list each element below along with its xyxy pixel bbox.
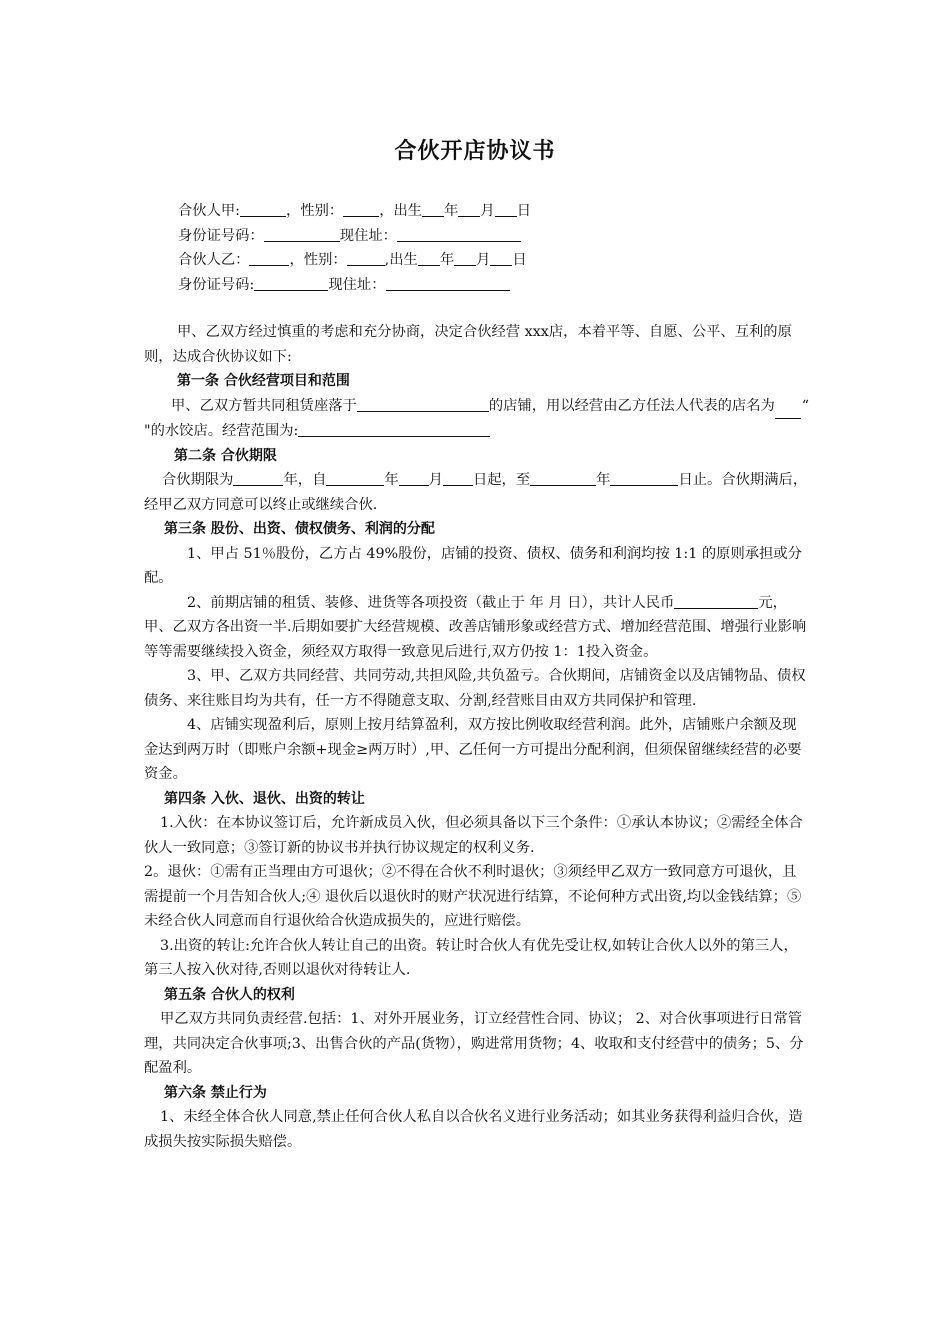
shop-location-blank[interactable] xyxy=(357,395,489,412)
document-title: 合伙开店协议书 xyxy=(394,139,556,164)
article-6-heading: 第六条 禁止行为 xyxy=(164,1084,267,1101)
business-scope-blank[interactable] xyxy=(298,420,490,437)
article-2-paragraph: 合伙期限为 年，自 年 月 日起，至 年 日止。合伙期满后，经甲乙双方同意可以终止或继续合伙. xyxy=(144,468,808,517)
total-investment-blank-a[interactable] xyxy=(674,592,708,609)
party-b-id-line: 身份证号码: 现住址： xyxy=(144,273,808,298)
article-5-paragraph: 甲乙双方共同负责经营.包括：1、对外开展业务，订立经营性合同、协议； 2、对合伙事项进行日常管理，共同决定合伙事项;3、出售合伙的产品(货物），购进常用货物；4、收取和支付经营中的债务；5、分配盈利。 xyxy=(144,1011,804,1076)
article-1-paragraph: 甲、乙双方暂共同租赁座落于 的店铺，用以经营由乙方任法人代表的店名为 “"的水饺店。经营范围为: xyxy=(144,394,808,444)
party-b-birth-month-blank[interactable] xyxy=(454,249,476,266)
party-a-line: 合伙人甲: ，性别： ，出生 年 月 日 xyxy=(144,199,808,224)
party-b-id-blank[interactable] xyxy=(254,274,328,291)
shop-name-blank[interactable]: “ xyxy=(775,394,801,420)
party-b-gender-blank[interactable] xyxy=(347,249,385,266)
party-b-birth-year-blank[interactable] xyxy=(418,249,440,266)
party-a-birth-year-blank[interactable] xyxy=(422,200,444,217)
article-1-heading: 第一条 合伙经营项目和范围 xyxy=(177,373,350,389)
party-b-address-blank[interactable] xyxy=(386,274,510,291)
party-a-name-blank[interactable] xyxy=(240,200,286,217)
end-month-blank[interactable] xyxy=(610,469,678,486)
article-3-item-4: 4、店铺实现盈利后，原则上按月结算盈利，双方按比例收取经营利润。此外，店铺账户余额及现金达到两万时（即账户余额+现金≥两万时）,甲、乙任何一方可提出分配利润，但须保留继续经营的必要资金。 xyxy=(144,717,802,782)
article-4-item-2: 2。退伙：①需有正当理由方可退伙；②不得在合伙不利时退伙；③须经甲乙双方一致同意方可退伙，且需提前一个月告知合伙人;④ 退伙后以退伙时的财产状况进行结算，不论何种方式出资,均以金钱结算；⑤未经合伙人同意而自行退伙给合伙造成损失的，应进行赔偿。 xyxy=(144,864,802,929)
article-3-item-3: 3、甲、乙双方共同经营、共同劳动,共担风险,共负盈亏。合伙期间，店铺资金以及店铺物品、债权债务、来往账目均为共有，任一方不得随意支取、分割,经营账目由双方共同保护和管理. xyxy=(144,668,806,709)
article-4-item-3: 3.出资的转让:允许合伙人转让自己的出资。转让时合伙人有优先受让权,如转让合伙人以外的第三人，第三人按入伙对待,否则以退伙对待转让人. xyxy=(144,937,798,978)
end-year-blank[interactable] xyxy=(530,469,596,486)
party-b-name-blank[interactable] xyxy=(249,249,289,266)
party-a-birth-day-blank[interactable] xyxy=(495,200,517,217)
article-4-item-1: 1.入伙：在本协议签订后，允许新成员入伙，但必须具备以下三个条件：①承认本协议；②需经全体合伙人一致同意；③签订新的协议书并执行协议规定的权利义务. xyxy=(144,815,803,856)
start-year-blank[interactable] xyxy=(326,469,384,486)
article-3-heading: 第三条 股份、出资、债权债务、利润的分配 xyxy=(164,521,435,537)
article-4-heading: 第四条 入伙、退伙、出资的转让 xyxy=(164,790,365,807)
start-day-blank[interactable] xyxy=(443,469,473,486)
party-a-id-line: 身份证号码： 现住址： xyxy=(144,224,808,249)
article-2-heading: 第二条 合伙期限 xyxy=(174,447,277,464)
party-b-line: 合伙人乙： ，性别： ,出生 年 月 日 xyxy=(144,248,808,273)
article-6-item-1: 1、未经全体合伙人同意,禁止任何合伙人私自以合伙名义进行业务活动；如其业务获得利益归合伙，造成损失按实际损失赔偿。 xyxy=(144,1109,803,1150)
party-a-birth-month-blank[interactable] xyxy=(458,200,480,217)
party-a-gender-blank[interactable] xyxy=(343,200,379,217)
total-investment-blank-b[interactable] xyxy=(708,592,758,609)
intro-paragraph: 甲、乙双方经过慎重的考虑和充分协商，决定合伙经营 xxx店，本着平等、自愿、公平、互利的原则，达成合伙协议如下: xyxy=(144,324,792,365)
start-month-blank[interactable] xyxy=(399,469,429,486)
article-5-heading: 第五条 合伙人的权利 xyxy=(164,986,295,1003)
party-a-id-blank[interactable] xyxy=(264,225,340,242)
party-info-fields xyxy=(144,199,808,297)
article-3-item-1: 1、甲占 51％股份，乙方占 49%股份，店铺的投资、债权、债务和利润均按 1:1 的原则承担或分配。 xyxy=(144,545,802,586)
agreement-body xyxy=(144,320,808,1154)
article-3-item-2: 2、前期店铺的租赁、装修、进货等各项投资（截止于 年 月 日），共计人民币 元，甲、乙双方各出资一半.后期如要扩大经营规模、改善店铺形象或经营方式、增加经营范围、增强行业影响等等需要继续投入资金，须经双方取得一致意见后进行,双方仍按 1：1投入资金。 xyxy=(144,591,808,665)
party-a-address-blank[interactable] xyxy=(397,225,521,242)
party-b-birth-day-blank[interactable] xyxy=(490,249,512,266)
term-years-blank[interactable] xyxy=(233,469,283,486)
